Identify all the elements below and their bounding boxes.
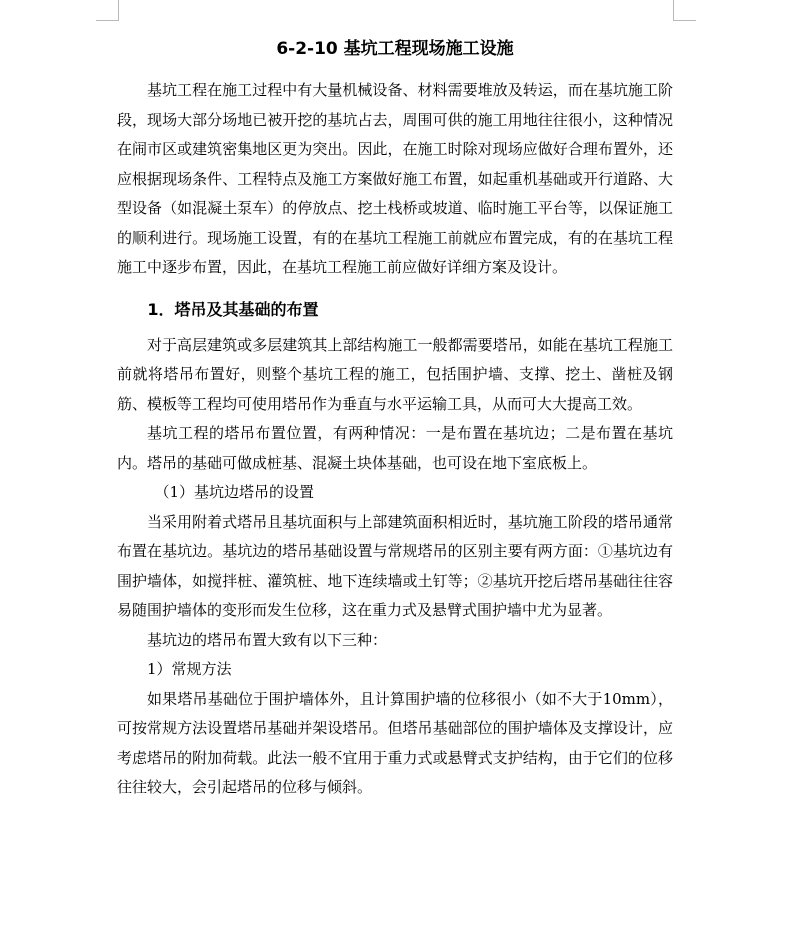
document-title: 6-2-10 基坑工程现场施工设施	[276, 39, 514, 59]
document-page	[117, 34, 673, 803]
paragraph-three-layouts: 基坑边的塔吊布置大致有以下三种：	[147, 630, 388, 649]
section-heading-tower-crane: 1．塔吊及其基础的布置	[147, 299, 319, 319]
paragraph-pit-edge-crane: 当采用附着式塔吊且基坑面积与上部建筑面积相近时，基坑施工阶段的塔吊通常布置在基坑边。基坑边的塔吊基础设置与常规塔吊的区别主要有两方面：①基坑边有围护墙体，如搅拌桩、灌筑桩、地下连续墙或土钉等；②基坑开挖后塔吊基础往往容易随围护墙体的变形而发生位移，这在重力式及悬臂式围护墙中尤为显著。	[117, 512, 673, 619]
paragraph-tower-crane-positions: 基坑工程的塔吊布置位置，有两种情况：一是布置在基坑边；二是布置在基坑内。塔吊的基础可做成桩基、混凝土块体基础，也可设在地下室底板上。	[117, 424, 673, 472]
intro-paragraph: 基坑工程在施工过程中有大量机械设备、材料需要堆放及转运，而在基坑施工阶段，现场大部分场地已被开挖的基坑占去，周围可供的施工用地往往很小，这种情况在闹市区或建筑密集地区更为突出。因此，在施工时除对现场应做好合理布置外，还应根据现场条件、工程特点及施工方案做好施工布置，如起重机基础或开行道路、大型设备（如混凝土泵车）的停放点、挖土栈桥或坡道、临时施工平台等，以保证施工的顺利进行。现场施工设置，有的在基坑工程施工前就应布置完成，有的在基坑工程施工中逐步布置，因此，在基坑工程施工前应做好详细方案及设计。	[117, 81, 673, 276]
subheading-conventional-method: 1）常规方法	[147, 660, 232, 678]
page-corner-mark-left	[96, 0, 119, 21]
subheading-pit-edge-crane: （1）基坑边塔吊的设置	[154, 483, 315, 501]
paragraph-conventional-method: 如果塔吊基础位于围护墙体外，且计算围护墙的位移很小（如不大于10mm），可按常规方法设置塔吊基础并架设塔吊。但塔吊基础部位的围护墙体及支撑设计，应考虑塔吊的附加荷载。此法一般不宜用于重力式或悬臂式支护结构，由于它们的位移往往较大，会引起塔吊的位移与倾斜。	[117, 689, 673, 796]
paragraph-tower-crane-benefits: 对于高层建筑或多层建筑其上部结构施工一般都需要塔吊，如能在基坑工程施工前就将塔吊布置好，则整个基坑工程的施工，包括围护墙、支撑、挖土、凿桩及钢筋、模板等工程均可使用塔吊作为垂直与水平运输工具，从而可大大提高工效。	[117, 335, 673, 413]
page-corner-mark-right	[673, 0, 696, 21]
